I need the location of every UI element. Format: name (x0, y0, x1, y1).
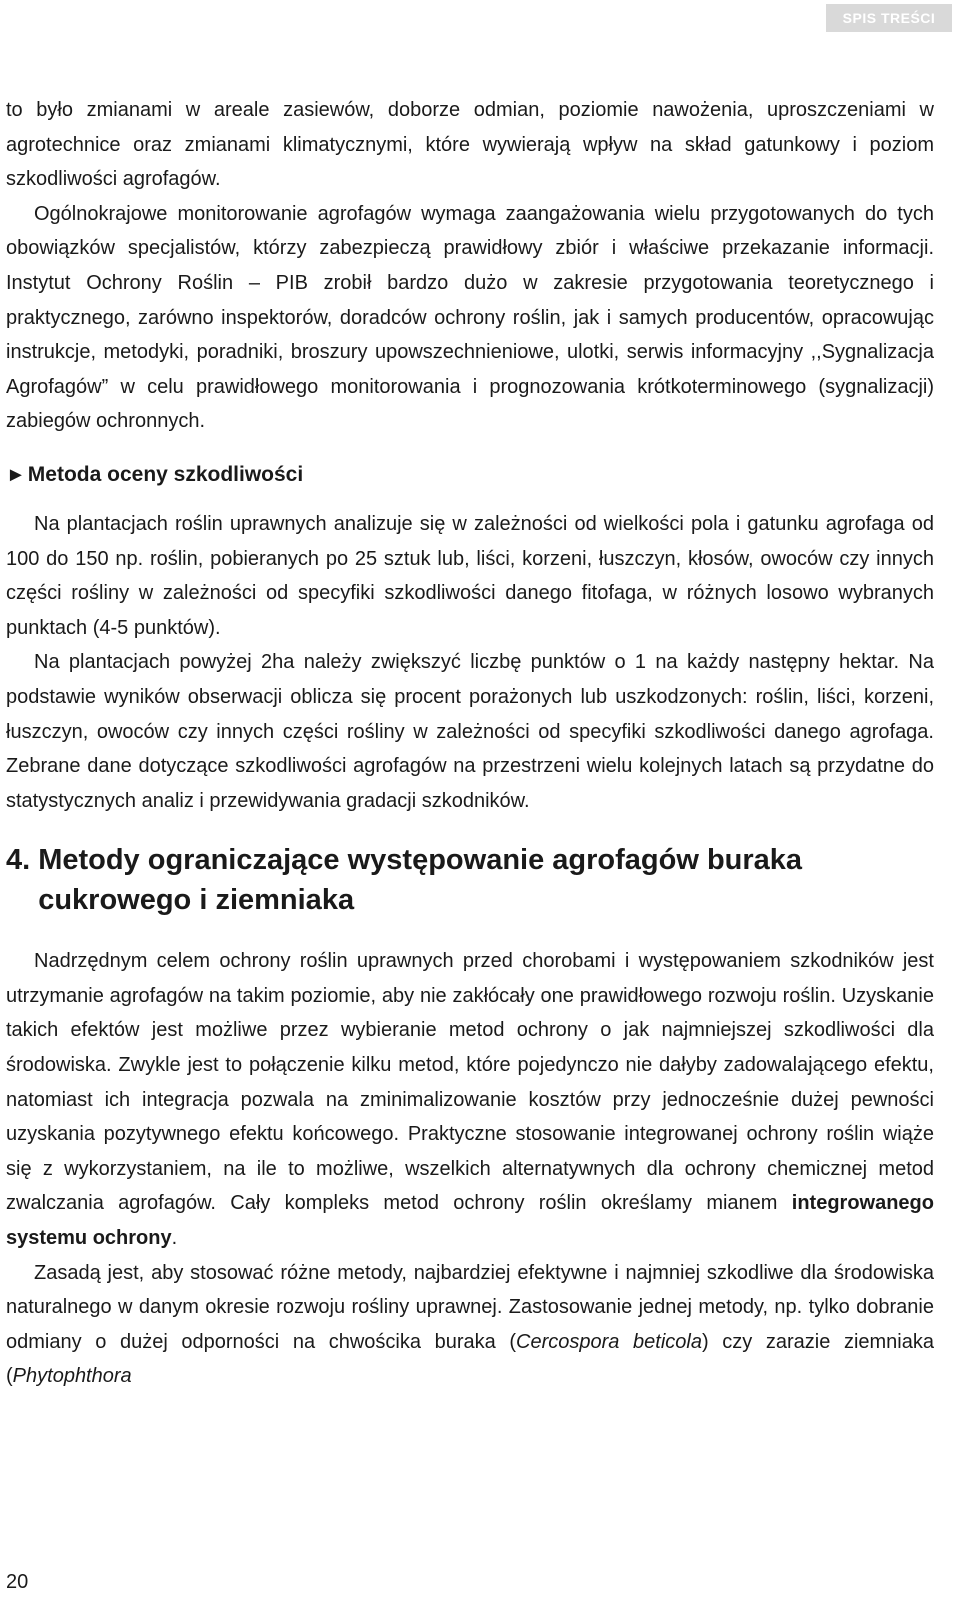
text-run: Zasadą jest, aby stosować różne metody, najbardziej efektywne i najmniej szkodliwe dla środowiska naturalnego w danym okresie rozwoju rośliny uprawnej. Zastosowanie jednej metody, np. tylko dobranie odmiany o dużej odporności na chwościka buraka ( (6, 1261, 934, 1353)
triangle-arrow-icon: ► (6, 463, 26, 486)
chapter-title (38, 840, 802, 920)
page-content (6, 93, 934, 1394)
text-run: . (171, 1227, 178, 1250)
italic-species: Cercospora beticola (516, 1330, 702, 1353)
page-number: 20 (6, 1571, 29, 1593)
section-heading (6, 460, 934, 490)
chapter-title-line1: Metody ograniczające występowanie agrofagów buraka (38, 844, 803, 877)
paragraph-principle (6, 1256, 934, 1394)
chapter-heading (6, 840, 934, 920)
section-title: Metoda oceny szkodliwości (27, 462, 304, 486)
italic-species: Phytophthora (12, 1365, 132, 1388)
paragraph-plantations: Na plantacjach powyżej 2ha należy zwiększyć liczbę punktów o 1 na każdy następny hektar. Na podstawie wyników obserwacji oblicza się procent porażonych lub uszkodzonych: roślin, liści, korzeni, łuszczyn, owoców czy innych części rośliny w zależności od specyfiki szkodliwości danego agrofaga. Zebrane dane dotyczące szkodliwości agrofagów na przestrzeni wielu kolejnych latach są przydatne do statystycznych analiz i przewidywania gradacji szkodników. (6, 651, 934, 812)
bold-term: integrowanego systemu ochrony (6, 1192, 934, 1250)
text-run: Nadrzędnym celem ochrony roślin uprawnych przed chorobami i występowaniem szkodników jest utrzymanie agrofagów na takim poziomie, aby nie zakłócały one prawidłowego rozwoju roślin. Uzyskanie takich efektów jest możliwe przez wybieranie metod ochrony o jak najmniejszej szkodliwości dla środowiska. Zwykle jest to połączenie kilku metod, które pojedynczo nie dałyby zadowalającego efektu, natomiast ich integracja pozwala na zminimalizowanie kosztów przy jednocześnie dużej pewności uzyskania pozytywnego efektu końcowego. Praktyczne stosowanie integrowanej ochrony roślin wiąże się z wykorzystaniem, na ile to możliwe, wszelkich alternatywnych dla ochrony chemicznej metod zwalczania agrofagów. Cały kompleks metod ochrony roślin określamy mianem (6, 950, 934, 1215)
paragraph-monitoring: Ogólnokrajowe monitorowanie agrofagów wymaga zaangażowania wielu przygotowanych do tych obowiązków specjalistów, którzy zabezpieczą prawidłowy zbiór i właściwe przekazanie informacji. Instytut Ochrony Roślin – PIB zrobił bardzo dużo w zakresie przygotowania teoretycznego i praktycznego, zarówno inspektorów, doradców ochrony roślin, jak i samych producentów, opracowując instrukcje, metodyki, poradniki, broszury upowszechnieniowe, ulotki, serwis informacyjny ,,Sygnalizacja Agrofagów” w celu prawidłowego monitorowania i prognozowania krótkoterminowego (sygnalizacji) zabiegów ochronnych. (6, 202, 934, 433)
text-run: ) czy zarazie ziemniaka ( (6, 1330, 934, 1388)
table-of-contents-button[interactable]: SPIS TREŚCI (826, 4, 952, 32)
paragraph-continuation: to było zmianami w areale zasiewów, doborze odmian, poziomie nawożenia, uproszczeniami w agrotechnice oraz zmianami klimatycznymi, które wywierają wpływ na skład gatunkowy i poziom szkodliwości agrofagów. (6, 99, 934, 191)
chapter-number: 4. (6, 844, 31, 877)
paragraph-integrated-protection (6, 944, 934, 1255)
paragraph-assessment: Na plantacjach roślin uprawnych analizuje się w zależności od wielkości pola i gatunku agrofaga od 100 do 150 np. roślin, pobieranych po 25 sztuk lub, liści, korzeni, łuszczyn, kłosów, owoców czy innych części rośliny w zależności od specyfiki szkodliwości danego fitofaga, w różnych losowo wybranych punktach (4-5 punktów). (6, 512, 934, 639)
chapter-title-line2: cukrowego i ziemniaka (38, 884, 355, 917)
